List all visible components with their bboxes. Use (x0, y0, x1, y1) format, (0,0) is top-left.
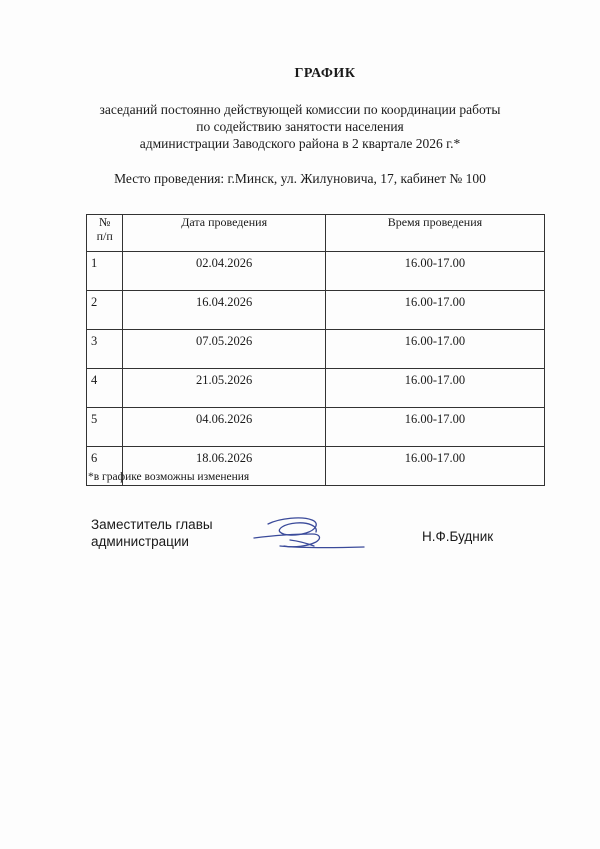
table-row (87, 291, 545, 330)
table-header-row (87, 215, 545, 252)
document-title: ГРАФИК (294, 66, 356, 81)
row-time: 16.00-17.00 (325, 369, 544, 408)
position-line: администрации (91, 534, 189, 549)
row-date: 04.06.2026 (123, 408, 325, 447)
signatory-name: Н.Ф.Будник (422, 529, 494, 544)
table-row (87, 408, 545, 447)
table-row (87, 252, 545, 291)
row-number: 5 (87, 408, 123, 447)
row-time: 16.00-17.00 (325, 330, 544, 369)
subtitle-line: заседаний постоянно действующей комиссии по координации работы (99, 102, 501, 117)
header-number-symbol: № (98, 215, 111, 229)
row-time: 16.00-17.00 (325, 252, 544, 291)
row-number: 6 (87, 447, 123, 486)
row-time: 16.00-17.00 (325, 447, 544, 486)
row-date: 16.04.2026 (123, 291, 325, 330)
row-number: 3 (87, 330, 123, 369)
row-number: 4 (87, 369, 123, 408)
header-time: Время проведения (325, 215, 544, 252)
row-date: 02.04.2026 (123, 252, 325, 291)
venue-text: Место проведения: г.Минск, ул. Жилуновича, 17, кабинет № 100 (114, 171, 486, 186)
row-time: 16.00-17.00 (325, 408, 544, 447)
row-time: 16.00-17.00 (325, 291, 544, 330)
signatory-position (91, 516, 213, 550)
row-date: 18.06.2026 (123, 447, 325, 486)
document-subtitle (0, 101, 600, 152)
row-date: 07.05.2026 (123, 330, 325, 369)
row-number: 2 (87, 291, 123, 330)
header-number (87, 215, 123, 252)
table-row (87, 330, 545, 369)
subtitle-line: по содействию занятости населения (196, 119, 404, 134)
row-date: 21.05.2026 (123, 369, 325, 408)
subtitle-line: администрации Заводского района в 2 квартале 2026 г.* (139, 136, 461, 151)
table-row (87, 369, 545, 408)
schedule-table (86, 214, 545, 486)
handwritten-signature-icon (250, 510, 370, 560)
position-line: Заместитель главы (91, 517, 213, 532)
row-number: 1 (87, 252, 123, 291)
header-number-abbr: п/п (96, 229, 113, 243)
footnote: *в графике возможны изменения (88, 471, 250, 483)
header-date: Дата проведения (123, 215, 325, 252)
